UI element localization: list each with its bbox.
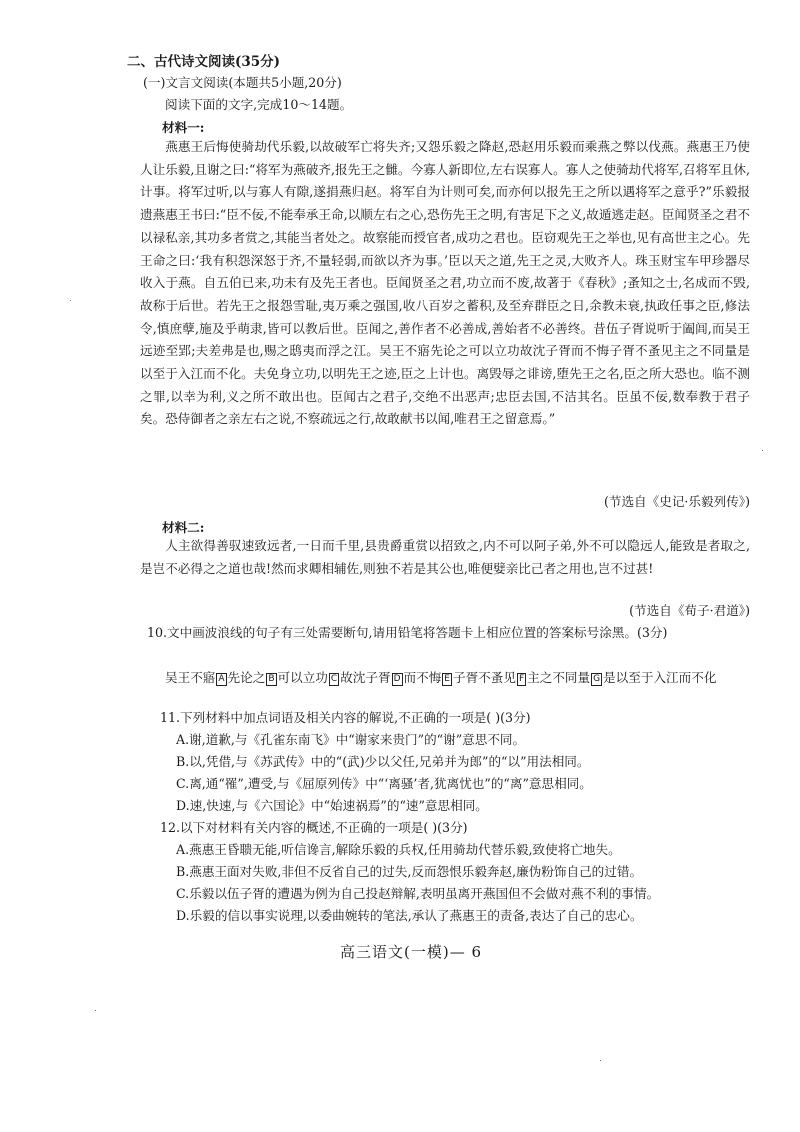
q10-segment: 先论之 (227, 670, 266, 685)
q10-segment: 故沈子胥 (340, 670, 391, 685)
q10-segment: 主之不同量 (527, 670, 591, 685)
question-10-sentence (165, 666, 757, 689)
instruction: 阅读下面的文字,完成10～14题。 (165, 97, 353, 112)
material2-source: (节选自《荀子·君道》) (629, 603, 750, 618)
q10-segment: 吴王不寤 (165, 670, 216, 685)
q12-option-a[interactable]: A.燕惠王昏聩无能,听信谗言,解除乐毅的兵权,任用骑劫代替乐毅,致使将亡地失。 (176, 842, 621, 857)
q11-option-c[interactable]: C.离,通“罹”,遭受,与《屈原列传》中“‘离骚’者,犹离忧也”的“离”意思相同。 (176, 776, 592, 791)
question-11-stem (160, 707, 531, 726)
q10-marker-e[interactable]: E (444, 674, 450, 684)
subsection-title: (一)文言文阅读(本题共5小题,20分) (143, 75, 342, 90)
q12-option-b[interactable]: B.燕惠王面对失败,非但不反省自己的过失,反而怨恨乐毅奔赵,廉伪粉饰自己的过错。 (176, 864, 643, 879)
material1-source: (节选自《史记·乐毅列传》) (603, 494, 750, 509)
q11-option-a[interactable]: A.谢,道歉,与《孔雀东南飞》中“谢家来贵门”的“谢”意思不同。 (176, 732, 526, 747)
question-12-stem: 12.以下对材料有关内容的概述,不正确的一项是( )(3分) (160, 820, 468, 835)
material1-text: 燕惠王后悔使骑劫代乐毅,以故破军亡将失齐;又怨乐毅之降赵,恐赵用乐毅而乘燕之弊以伐燕。燕惠王乃使人让乐毅,且谢之曰:“将军为燕破齐,报先王之雠。今寡人新即位,左右误寡人。寡人之使骑劫代将军,召将军且休,计事。将军过听,以与寡人有隙,遂捐燕归赵。将军自为计则可矣,而亦何以报先王之所以遇将军之意乎?”乐毅报遗燕惠王书曰:“臣不佞,不能奉承王命,以顺左右之心,恐伤先王之明,有害足下之义,故遁逃走赵。臣闻贤圣之君不以禄私亲,其功多者赏之,其能当者处之。故察能而授官者,成功之君也。臣窃观先王之举也,见有高世主之心。先王命之曰:‘我有积怨深怒于齐,不量轻弱,而欲以齐为事。’臣以天之道,先王之灵,大败齐人。珠玉财宝车甲珍器尽收入于燕。自五伯已来,功未有及先王者也。臣闻贤圣之君,功立而不废,故著于《春秋》;蚤知之士,名成而不毁,故称于后世。若先王之报怨雪耻,夷万乘之强国,收八百岁之蓄积,及至弃群臣之日,余教未衰,执政任事之臣,修法令,慎庶孽,施及乎萌隶,皆可以教后世。臣闻之,善作者不必善成,善始者不必善终。昔伍子胥说听于阖闾,而吴王远迹至郢;夫差弗是也,赐之鸱夷而浮之江。吴王不寤先论之可以立功故沈子胥而不悔子胥不蚤见主之不同量是以至于入江而不化。夫免身立功,以明先王之迹,臣之上计也。离毁辱之诽谤,堕先王之名,臣之所大恐也。临不测之罪,以幸为利,义之所不敢出也。臣闻古之君子,交绝不出恶声;忠臣去国,不洁其名。臣虽不佞,数奉教于君子矣。恐侍御者之亲左右之说,不察疏远之行,故敢献书以闻,唯君王之留意焉。” (140, 139, 751, 427)
q10-marker-c[interactable]: C (330, 674, 338, 684)
q12-option-d[interactable]: D.乐毅的信以事实说理,以委曲婉转的笔法,承认了燕惠王的责备,表达了自己的忠心。 (176, 908, 643, 923)
q12-option-c[interactable]: C.乐毅以伍子胥的遭遇为例为自己投赵辩解,表明虽离开燕国但不会做对燕不利的事情。 (176, 886, 660, 901)
q10-marker-g[interactable]: G (593, 674, 601, 684)
q10-segment: 子胥不蚤见 (452, 670, 516, 685)
material2-text: 人主欲得善驭速致远者,一日而千里,县贵爵重赏以招致之,内不可以阿子弟,外不可以隐远人,能致是者取之,是岂不必得之之道也哉!然而求卿相辅佐,则独不若是其公也,唯便嬖亲比己者之用也,岂不过甚! (140, 538, 750, 576)
q11-option-d[interactable]: D.速,快速,与《六国论》中“始速祸焉”的“速”意思相同。 (176, 798, 488, 813)
q10-marker-d[interactable]: D (393, 674, 401, 684)
scan-speck (95, 1010, 96, 1011)
q10-marker-f[interactable]: F (518, 674, 525, 684)
q10-segment: 可以立功 (277, 670, 328, 685)
section-title: 二、古代诗文阅读(35分) (127, 54, 281, 70)
q10-segment: 是以至于入江而不化 (603, 670, 717, 685)
material1-heading: 材料一: (162, 120, 205, 135)
scan-speck (600, 1060, 601, 1061)
q10-marker-b[interactable]: B (268, 674, 275, 684)
question-10-stem: 10.文中画波浪线的句子有三处需要断句,请用铅笔将答题卡上相应位置的答案标号涂黑。(3分) (147, 625, 668, 640)
q10-marker-a[interactable]: A (218, 674, 225, 684)
question-11-stem-text: 11.下列材料中加点词语及相关内容的解说,不正确的一项是( )(3分) (160, 710, 531, 725)
q10-segment: 而不悔 (403, 670, 442, 685)
material2-heading: 材料二: (162, 520, 205, 535)
scan-speck (762, 450, 763, 451)
page-footer: 高三语文(一模)— 6 (340, 943, 483, 961)
scan-speck (70, 300, 71, 301)
q11-option-b[interactable]: B.以,凭借,与《苏武传》中的“(武)少以父任,兄弟并为郎”的“以”用法相同。 (176, 754, 590, 769)
